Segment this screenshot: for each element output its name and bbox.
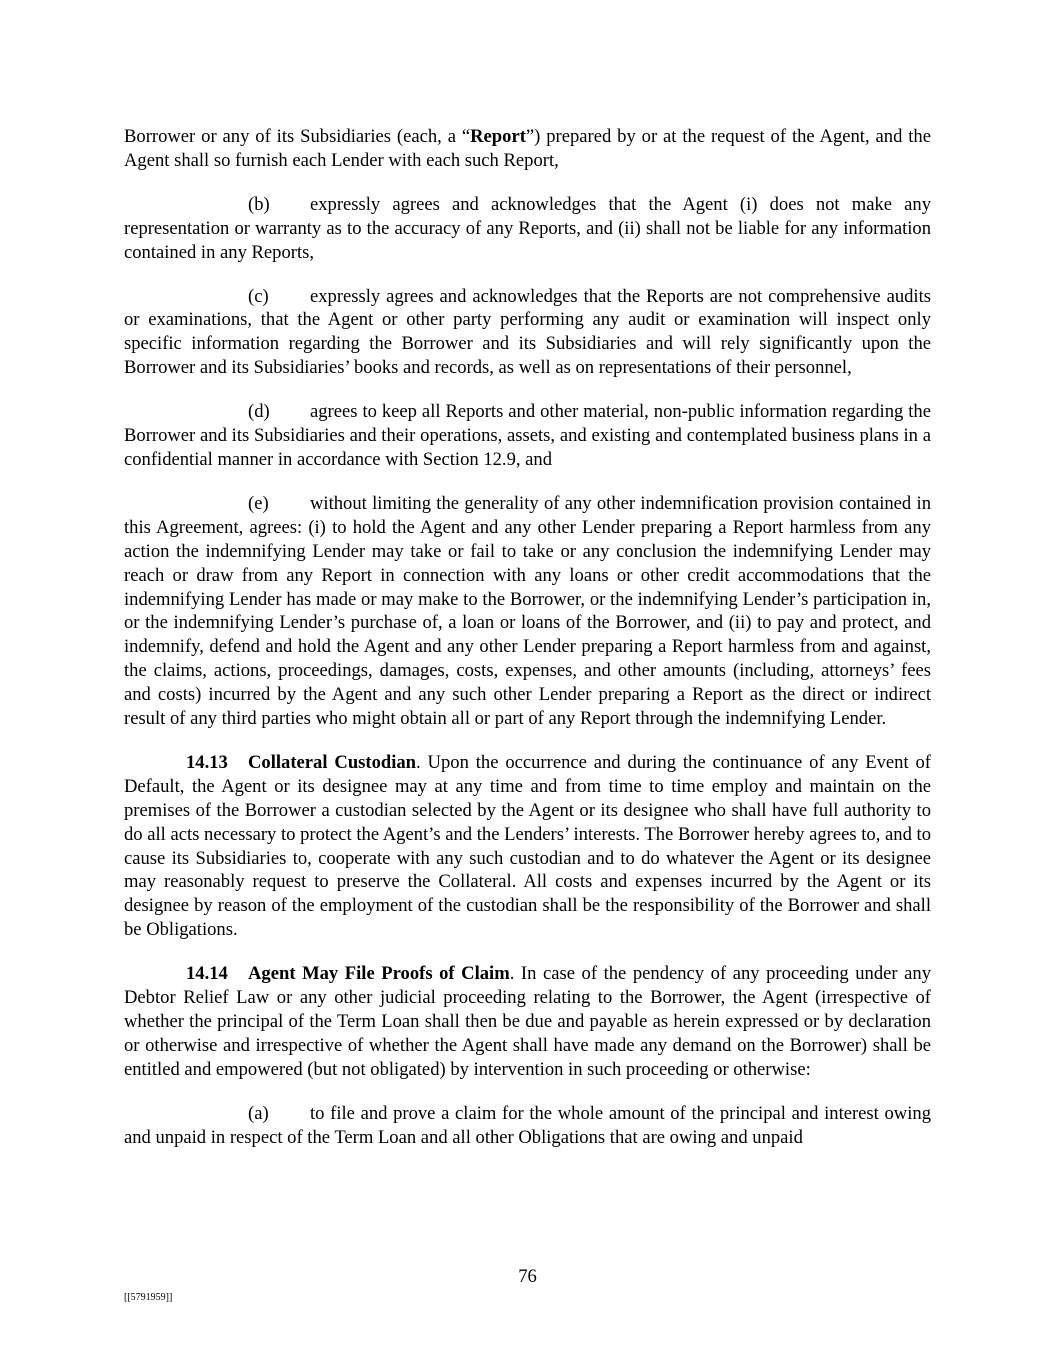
clause-c [124,285,931,381]
clause-c-text: expressly agrees and acknowledges that the Reports are not comprehensive audits or examinations, that the Agent or other party performing any audit or examination will inspect only specific information regarding the Borrower and its Subsidiaries and will rely significantly upon the Borrower and its Subsidiaries’ books and records, as well as on representations of their personnel, [124,285,931,379]
document-body [124,125,931,1170]
paragraph-intro-text-start: Borrower or any of its Subsidiaries (each, a “ [124,126,471,147]
clause-d-label: (d) [248,401,270,423]
clause-d [124,400,931,472]
section-14-14 [124,962,931,1082]
clause-b-text: expressly agrees and acknowledges that the Agent (i) does not make any representation or warranty as to the accuracy of any Reports, and (ii) shall not be liable for any information contained in any Reports, [124,193,931,263]
section-14-14-text: . In case of the pendency of any proceeding under any Debtor Relief Law or any other judicial proceeding relating to the Borrower, the Agent (irrespective of whether the principal of the Term Loan shall then be due and payable as herein expressed or by declaration or otherwise and irrespective of whether the Agent shall have made any demand on the Borrower) shall be entitled and empowered (but not obligated) by intervention in such proceeding or otherwise: [124,963,931,1080]
clause-a-text: to file and prove a claim for the whole amount of the principal and interest owing and unpaid in respect of the Term Loan and all other Obligations that are owing and unpaid [124,1102,931,1148]
section-14-14-number: 14.14 [186,963,228,985]
clause-d-text: agrees to keep all Reports and other material, non-public information regarding the Borrower and its Subsidiaries and their operations, assets, and existing and contemplated business plans in a confidential manner in accordance with Section 12.9, and [124,401,931,470]
clause-c-label: (c) [248,285,269,307]
defined-term-report: Report [470,126,526,147]
clause-b-label: (b) [248,193,270,215]
paragraph-intro-text-end: ”) prepared by or at the request of the Agent, and the Agent shall so furnish each Lender with each such Report, [124,126,931,171]
clause-b [124,193,931,265]
clause-e-text: without limiting the generality of any other indemnification provision contained in this Agreement, agrees: (i) to hold the Agent and any other Lender preparing a Report harmless from any action the indemnifying Lender may take or fail to take or any conclusion the indemnifying Lender may reach or draw from any Report in connection with any loans or other credit accommodations that the indemnifying Lender has made or may make to the Borrower, or the indemnifying Lender’s participation in, or the indemnifying Lender’s purchase of, a loan or loans of the Borrower, and (ii) to pay and protect, and indemnify, defend and hold the Agent and any other Lender preparing a Report harmless from and against, the claims, actions, proceedings, damages, costs, expenses, and other amounts (including, attorneys’ fees and costs) incurred by the Agent and any such other Lender preparing a Report as the direct or indirect result of any third parties who might obtain all or part of any Report through the indemnifying Lender. [124,492,931,730]
section-14-13 [124,751,931,942]
paragraph-intro [124,125,931,173]
section-14-13-text: . Upon the occurrence and during the continuance of any Event of Default, the Agent or its designee may at any time and from time to time employ and maintain on the premises of the Borrower a custodian selected by the Agent or its designee who shall have full authority to do all acts necessary to protect the Agent’s and the Lenders’ interests. The Borrower hereby agrees to, and to cause its Subsidiaries to, cooperate with any such custodian and to do whatever the Agent or its designee may reasonably request to preserve the Collateral. All costs and expenses incurred by the Agent or its designee by reason of the employment of the custodian shall be the responsibility of the Borrower and shall be Obligations. [124,751,931,941]
clause-e [124,492,931,731]
section-14-13-number: 14.13 [186,751,228,773]
clause-a-label: (a) [248,1102,269,1124]
page-number: 76 [518,1266,537,1287]
section-14-13-heading: Collateral Custodian [248,751,417,773]
clause-e-label: (e) [248,492,269,514]
clause-a [124,1102,931,1150]
section-14-14-heading: Agent May File Proofs of Claim [248,963,510,985]
document-id: [[5791959]] [124,1292,173,1303]
